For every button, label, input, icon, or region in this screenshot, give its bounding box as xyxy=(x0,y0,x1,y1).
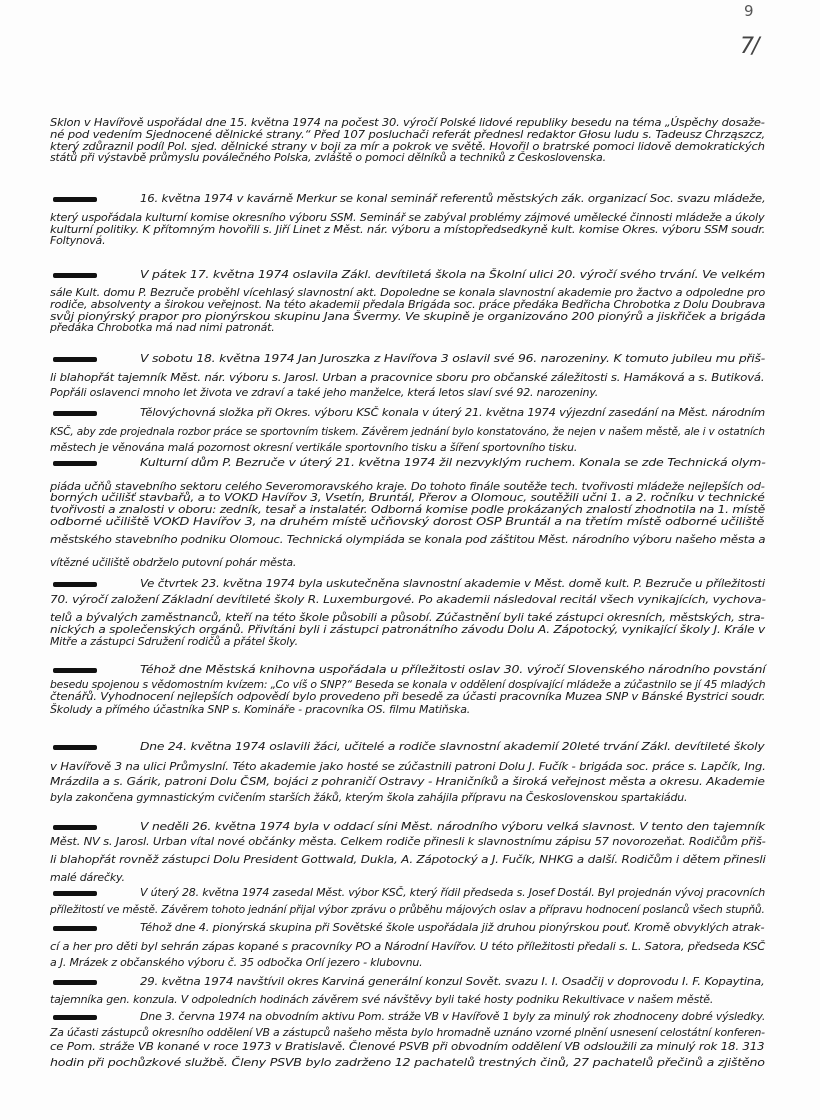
entry-marker-bar xyxy=(53,926,97,931)
text-line: kulturní politiky. K přítomným hovořili s. Jiří Linet z Měst. nár. výboru a místopředsedkyně kult. komise Okres. výboru SSM soudr. xyxy=(50,223,766,236)
entry-marker-bar xyxy=(53,745,97,750)
text-line: v Havířově 3 na ulici Průmyslní. Této akademie jako hosté se zúčastnili patroni Dolu J. Fučík - brigáda soc. práce s. Lapčík, Ing. xyxy=(50,760,766,773)
entry-marker-bar xyxy=(53,825,97,830)
entry-marker-bar xyxy=(53,980,97,985)
entry-marker-bar xyxy=(53,357,97,362)
text-line: Školudy a přímého účastníka SNP s. Komináře - pracovníka OS. filmu Matiňska. xyxy=(50,703,471,716)
entry-marker-bar xyxy=(53,273,97,278)
text-line: odborné učiliště VOKD Havířov 3, na druhém místě učňovský dorost OSP Bruntál a na třetím místě odborné učiliště xyxy=(50,515,765,528)
text-line: Za účasti zástupců okresního oddělení VB a zástupců našeho města bylo hromadně uznáno vzorné plnění usnesení celostátní konferen- xyxy=(50,1026,765,1039)
entry-marker-bar xyxy=(53,891,97,896)
text-line: malé dárečky. xyxy=(50,871,125,884)
text-line: piáda učňů stavebního sektoru celého Severomoravského kraje. Do tohoto finále soutěže tech. tvořivosti mládeže nejlepších od- xyxy=(50,480,765,493)
entry-first-line: 16. května 1974 v kavárně Merkur se konal seminář referentů městských zák. organizací Soc. svazu mládeže, xyxy=(140,192,766,205)
entry-marker-bar xyxy=(53,668,97,673)
entry-first-line: Dne 24. května 1974 oslavili žáci, učitelé a rodiče slavnostní akademií 20leté trvání Zákl. devítileté školy xyxy=(140,740,765,753)
text-line: li blahopřát rovněž zástupci Dolu President Gottwald, Dukla, A. Zápotocký a J. Fučík, NHKG a další. Rodičům i dětem přinesli xyxy=(50,853,766,866)
text-line: vítězné učiliště obdrželo putovní pohár města. xyxy=(50,556,297,569)
text-line: besedu spojenou s vědomostním kvízem: „Co víš o SNP?“ Beseda se konala v oddělení dospívající mládeže a zúčastnilo se jí 45 mladých xyxy=(50,678,766,691)
text-line: a J. Mrázek z občanského výboru č. 35 odbočka Orlí jezero - klubovnu. xyxy=(50,956,423,969)
entry-first-line: Téhož dne 4. pionýrská skupina při Sovětské škole uspořádala již druhou pionýrskou pouť. Kromě obvyklých atrak- xyxy=(140,921,765,934)
text-line: tajemníka gen. konzula. V odpoledních hodinách závěrem své návštěvy byli také hosty podniku Rekultivace v našem městě. xyxy=(50,993,714,1006)
text-line: Popřáli oslavenci mnoho let života ve zdraví a také jeho manželce, která letos slaví své 92. narozeniny. xyxy=(50,386,599,399)
text-line: který zdůraznil podíl Pol. sjed. dělnické strany v boji za mír a pokrok ve světě. Hovořil o bratrské pomoci lidově demokratických xyxy=(50,140,765,153)
entry-first-line: Kulturní dům P. Bezruče v úterý 21. května 1974 žil nezvyklým ruchem. Konala se zde Technická olym- xyxy=(140,456,766,469)
text-line: cí a her pro děti byl sehrán zápas kopané s pracovníky PO a Národní Havířov. U této příležitosti předali s. L. Satora, předseda KSČ xyxy=(50,940,766,953)
text-line: 70. výročí založení Základní devítileté školy R. Luxemburgové. Po akademii následoval recitál všech vynikajících, vychova- xyxy=(50,593,766,606)
text-line: Měst. NV s. Jarosl. Urban vítal nové občánky města. Celkem rodiče přinesli k slavnostnímu zápisu 57 novorozeňat. Rodičům přiš- xyxy=(50,835,766,848)
text-line: rodiče, absolventy a širokou veřejnost. Na této akademii předala Brigáda soc. práce předáka Bedřicha Chrobotka z Dolu Doubrava xyxy=(50,298,766,311)
entry-marker-bar xyxy=(53,197,97,202)
folio-number: 9 xyxy=(744,2,754,20)
text-line: příležitostí ve městě. Závěrem tohoto jednání přijal výbor zprávu o průběhu májových oslav a přípravu hodnocení poslanců všech stupňů. xyxy=(50,903,765,916)
text-line: ce Pom. stráže VB konané v roce 1973 v Bratislavě. Členové PSVB při obvodním oddělení VB odsloužili za minulý rok 18. 313 xyxy=(50,1040,765,1053)
text-line: městech je věnována malá pozornost okresní vertikále sportovního tisku a šíření sportovního tisku. xyxy=(50,441,578,454)
text-line: který uspořádala kulturní komise okresního výboru SSM. Seminář se zabýval problémy zájmové umělecké činnosti mládeže a úkoly xyxy=(50,211,765,224)
text-line: svůj pionýrský prapor pro pionýrskou skupinu Jana Švermy. Ve skupině je organizováno 200 pionýrů a jiskřiček a brigáda xyxy=(50,310,766,323)
text-line: Sklon v Havířově uspořádal dne 15. května 1974 na počest 30. výročí Polské lidové republiky besedu na téma „Úspěchy dosaže- xyxy=(50,116,765,129)
text-line: nických a společenských orgánů. Přivítáni byli i zástupci patronátního závodu Dolu A. Zápotocký, vynikající školy J. Krále v xyxy=(50,623,765,636)
entry-marker-bar xyxy=(53,461,97,466)
text-line: Mitře a zástupci Sdružení rodičů a přátel školy. xyxy=(50,635,298,648)
text-line: né pod vedením Sjednocené dělnické strany.“ Před 107 posluchači referát přednesl redaktor Głosu ludu s. Tadeusz Chrząszcz, xyxy=(50,128,766,141)
entry-first-line: V sobotu 18. května 1974 Jan Juroszka z Havířova 3 oslavil své 96. narozeniny. K tomuto jubileu mu přiš- xyxy=(140,352,765,365)
entry-marker-bar xyxy=(53,582,97,587)
text-line: tvořivosti a znalosti v oboru: zedník, tesař a instalatér. Odborná komise podle prokázaných znalostí zhodnotila na 1. místě xyxy=(50,503,766,516)
text-line: městského stavebního podniku Olomouc. Technická olympiáda se konala pod záštitou Měst. národního výboru našeho města a xyxy=(50,533,766,546)
text-line: byla zakončena gymnastickým cvičením starších žáků, kterým škola zahájila přípravu na Československou spartakiádu. xyxy=(50,791,688,804)
text-line: sále Kult. domu P. Bezruče proběhl vícehlasý slavnostní akt. Dopoledne se konala slavnostní akademie pro žactvo a odpoledne pro xyxy=(50,286,766,299)
text-line: čtenářů. Vyhodnocení nejlepších odpovědí bylo provedeno při besedě za účasti pracovníka Muzea SNP v Bánské Bystrici soudr. xyxy=(50,690,766,703)
text-line: hodin při pochůzkové službě. Členy PSVB bylo zadrženo 12 pachatelů trestných činů, 27 pachatelů přečinů a zjištěno xyxy=(50,1056,765,1069)
text-line: KSČ, aby zde projednala rozbor práce se sportovním tiskem. Závěrem jednání bylo konstatováno, že nejen v našem městě, ale i v ostatních xyxy=(50,425,765,438)
text-line: telů a bývalých zaměstnanců, kteří na této škole působili a působí. Zúčastnění byli také zástupci okresních, městských, stra- xyxy=(50,611,765,624)
entry-first-line: Tělovýchovná složka při Okres. výboru KSČ konala v úterý 21. května 1974 výjezdní zasedání na Měst. národním xyxy=(140,406,766,419)
entry-first-line: Téhož dne Městská knihovna uspořádala u příležitosti oslav 30. výročí Slovenského národního povstání xyxy=(140,663,766,676)
entry-first-line: Ve čtvrtek 23. května 1974 byla uskutečněna slavnostní akademie v Měst. domě kult. P. Bezruče u příležitosti xyxy=(140,577,765,590)
text-line: li blahopřát tajemník Měst. nár. výboru s. Jarosl. Urban a pracovnice sboru pro občanské záležitosti s. Hamáková a s. Butiková. xyxy=(50,371,765,384)
entry-first-line: Dne 3. června 1974 na obvodním aktivu Pom. stráže VB v Havířově 1 byly za minulý rok zhodnoceny dobré výsledky. xyxy=(140,1010,766,1023)
entry-marker-bar xyxy=(53,411,97,416)
entry-first-line: 29. května 1974 navštívil okres Karviná generální konzul Sovět. svazu I. I. Osadčij v doprovodu I. F. Kopaytina, xyxy=(140,975,765,988)
text-line: Mrázdila a s. Gárik, patroni Dolu ČSM, bojáci z pohraničí Ostravy - Hraničníků a široká veřejnost města a okresu. Akademie xyxy=(50,775,765,788)
entry-marker-bar xyxy=(53,1015,97,1020)
text-line: borných učilišť stavbařů, a to VOKD Havířov 3, Vsetín, Bruntál, Přerov a Olomouc, soutěžili učni 1. a 2. ročníku v technické xyxy=(50,491,765,504)
entry-first-line: V neděli 26. května 1974 byla v oddací síni Měst. národního výboru velká slavnost. V tento den tajemník xyxy=(140,820,765,833)
text-line: předáka Chrobotka má nad nimi patronát. xyxy=(50,321,275,334)
archive-mark: 7/ xyxy=(740,34,758,59)
text-line: Foltynová. xyxy=(50,234,106,247)
text-line: států při výstavbě průmyslu poválečného Polska, zvláště o pomoci dělníků a techniků z Československa. xyxy=(50,151,606,164)
entry-first-line: V pátek 17. května 1974 oslavila Zákl. devítiletá škola na Školní ulici 20. výročí svého trvání. Ve velkém xyxy=(140,268,766,281)
entry-first-line: V úterý 28. května 1974 zasedal Měst. výbor KSČ, který řídil předseda s. Josef Dostál. Byl projednán vývoj pracovních xyxy=(140,886,766,899)
